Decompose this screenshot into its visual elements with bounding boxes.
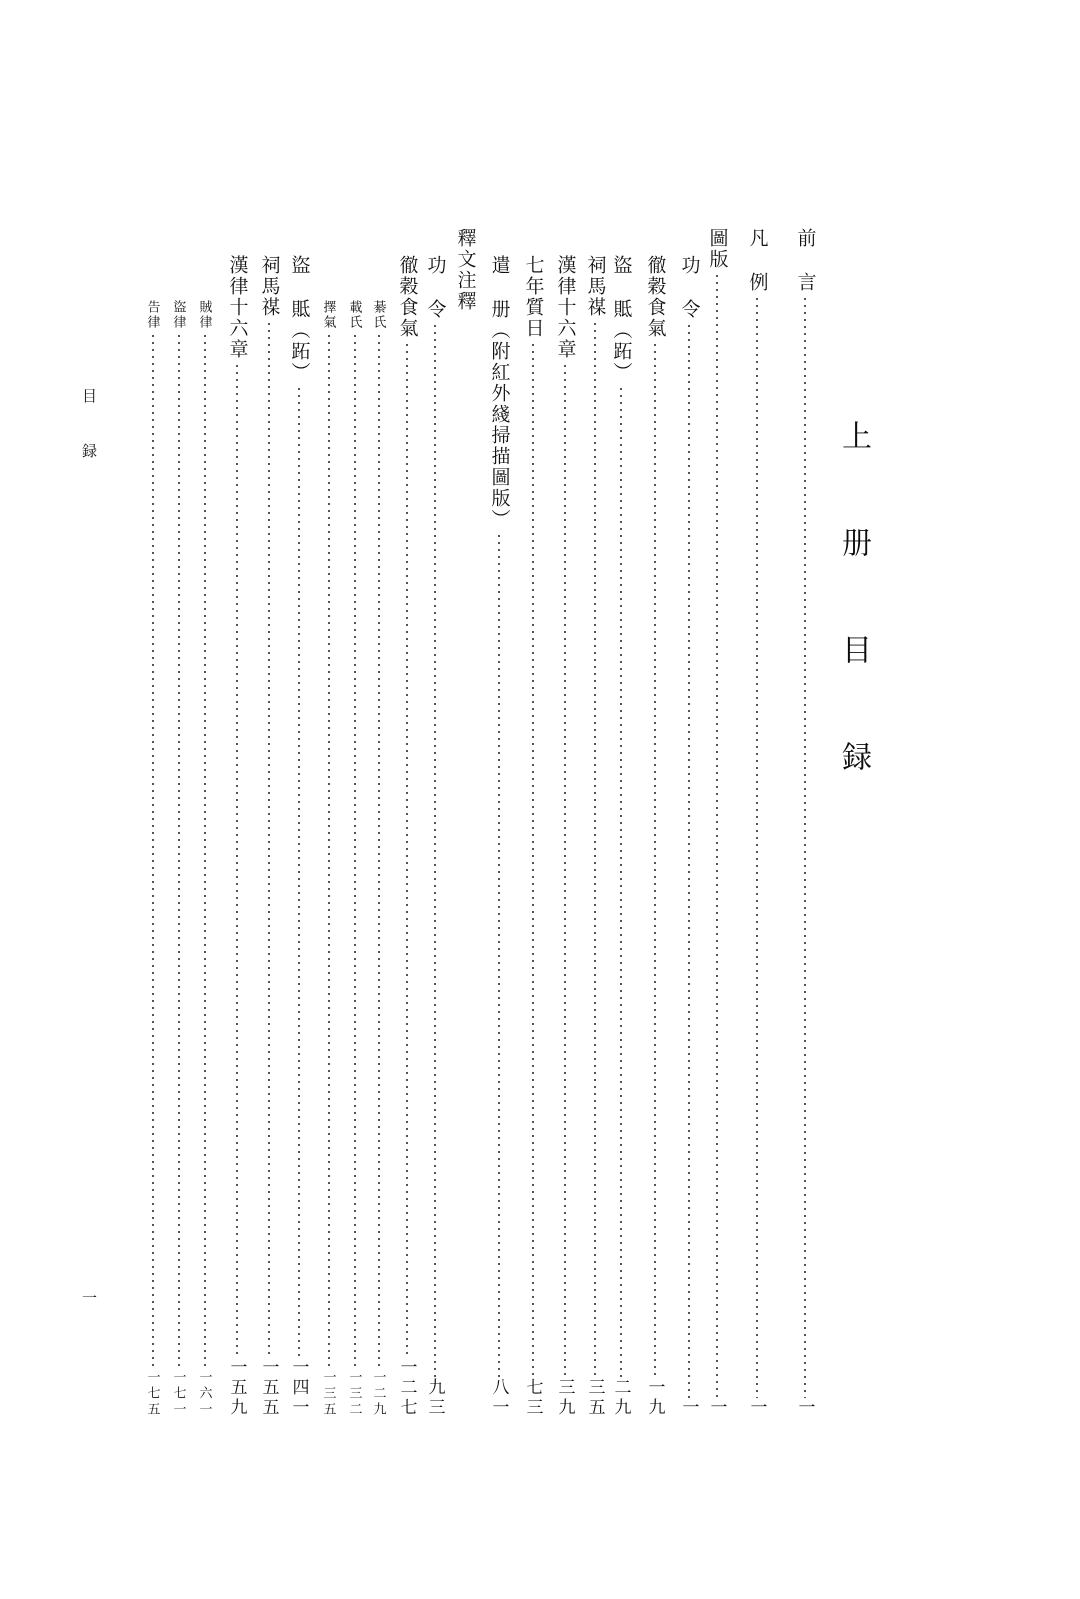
toc-entry-label: 七年質日 — [522, 255, 544, 339]
dot-leader — [498, 535, 500, 1378]
toc-entry-page-number: 一五五 — [259, 1358, 279, 1418]
dot-leader — [406, 344, 408, 1358]
toc-entry-page-number: 一二九 — [371, 1370, 387, 1418]
dot-leader — [564, 365, 566, 1378]
page-title: 上 册 目 録 — [837, 420, 870, 793]
toc-entry-label: 賊律 — [197, 300, 213, 330]
toc-entry-page-number: 三五 — [585, 1378, 605, 1418]
toc-entry-label: 前 言 — [794, 228, 816, 293]
toc-entry[interactable] — [252, 255, 286, 1418]
toc-entry-label: 盜 貾（跖） — [288, 255, 310, 383]
toc-entry-label: 圖版 — [706, 228, 728, 270]
dot-leader — [756, 298, 758, 1398]
toc-entry-label: 徹穀食氣 — [396, 255, 418, 339]
toc-entry[interactable] — [312, 300, 346, 1418]
toc-entry[interactable] — [220, 255, 254, 1418]
dot-leader — [298, 388, 300, 1358]
toc-entry-page-number: 三九 — [555, 1378, 575, 1418]
running-head: 目 録 — [80, 388, 96, 470]
toc-entry-label: 盜 貾（跖） — [610, 255, 632, 383]
toc-entry-page-number: 九三 — [425, 1378, 445, 1418]
dot-leader — [532, 344, 534, 1378]
dot-leader — [152, 335, 154, 1370]
dot-leader — [378, 335, 380, 1370]
toc-entry-label: 告律 — [145, 300, 161, 330]
dot-leader — [328, 335, 330, 1370]
toc-entry-page-number: 一三二 — [347, 1370, 363, 1418]
dot-leader — [268, 323, 270, 1358]
toc-entry-page-number: 一四一 — [289, 1358, 309, 1418]
toc-entry[interactable] — [482, 255, 516, 1418]
dot-leader — [804, 298, 806, 1398]
toc-entry-label: 遣 册（附紅外綫掃描圖版） — [488, 255, 510, 530]
toc-entry-label: 盜律 — [171, 300, 187, 330]
toc-entry-label: 載氏 — [347, 300, 363, 330]
dot-leader — [178, 335, 180, 1370]
dot-leader — [688, 325, 690, 1398]
toc-entry[interactable] — [578, 255, 612, 1418]
dot-leader — [620, 388, 622, 1378]
toc-entry-label: 釋文注釋 — [454, 228, 476, 312]
toc-entry-label: 綦氏 — [371, 300, 387, 330]
toc-entry-label: 祠馬禖 — [584, 255, 606, 318]
toc-entry-page-number: 一 — [679, 1398, 699, 1418]
toc-entry-page-number: 一七一 — [171, 1370, 187, 1418]
toc-entry-page-number: 二九 — [611, 1378, 631, 1418]
toc-entry-label: 功 令 — [424, 255, 446, 320]
toc-entry-page-number: 一 — [795, 1398, 815, 1418]
toc-entry-label: 祠馬禖 — [258, 255, 280, 318]
toc-entry[interactable] — [516, 255, 550, 1418]
toc-entry[interactable] — [136, 300, 170, 1418]
toc-entry-label: 擇氣 — [321, 300, 337, 330]
toc-entry-page-number: 一九 — [645, 1378, 665, 1418]
dot-leader — [716, 275, 718, 1398]
dot-leader — [654, 344, 656, 1378]
toc-entry-label: 凡 例 — [746, 228, 768, 293]
toc-entry[interactable] — [638, 255, 672, 1418]
toc-entry-page-number: 一二七 — [397, 1358, 417, 1418]
toc-entry-page-number: 一三五 — [321, 1370, 337, 1418]
toc-entry-page-number: 一 — [707, 1398, 727, 1418]
toc-entry[interactable] — [448, 228, 482, 1418]
dot-leader — [204, 335, 206, 1370]
dot-leader — [354, 335, 356, 1370]
toc-entry-label: 漢律十六章 — [226, 255, 248, 360]
toc-entry-page-number: 七三 — [523, 1378, 543, 1418]
toc-entry[interactable] — [548, 255, 582, 1418]
toc-entry[interactable] — [282, 255, 316, 1418]
dot-leader — [594, 323, 596, 1378]
toc-entry[interactable] — [788, 228, 822, 1418]
toc-entry-label: 徹穀食氣 — [644, 255, 666, 339]
toc-entry-page-number: 一六一 — [197, 1370, 213, 1418]
toc-entry[interactable] — [672, 255, 706, 1418]
toc-entry-page-number: 八一 — [489, 1378, 509, 1418]
folio-number: 一 — [80, 1290, 96, 1305]
toc-entry-label: 功 令 — [678, 255, 700, 320]
dot-leader — [434, 325, 436, 1378]
toc-entry-page-number: 一七五 — [145, 1370, 161, 1418]
dot-leader — [236, 365, 238, 1358]
toc-entry-page-number: 一 — [747, 1398, 767, 1418]
toc-entry[interactable] — [740, 228, 774, 1418]
toc-entry-label: 漢律十六章 — [554, 255, 576, 360]
toc-entry-page-number: 一五九 — [227, 1358, 247, 1418]
